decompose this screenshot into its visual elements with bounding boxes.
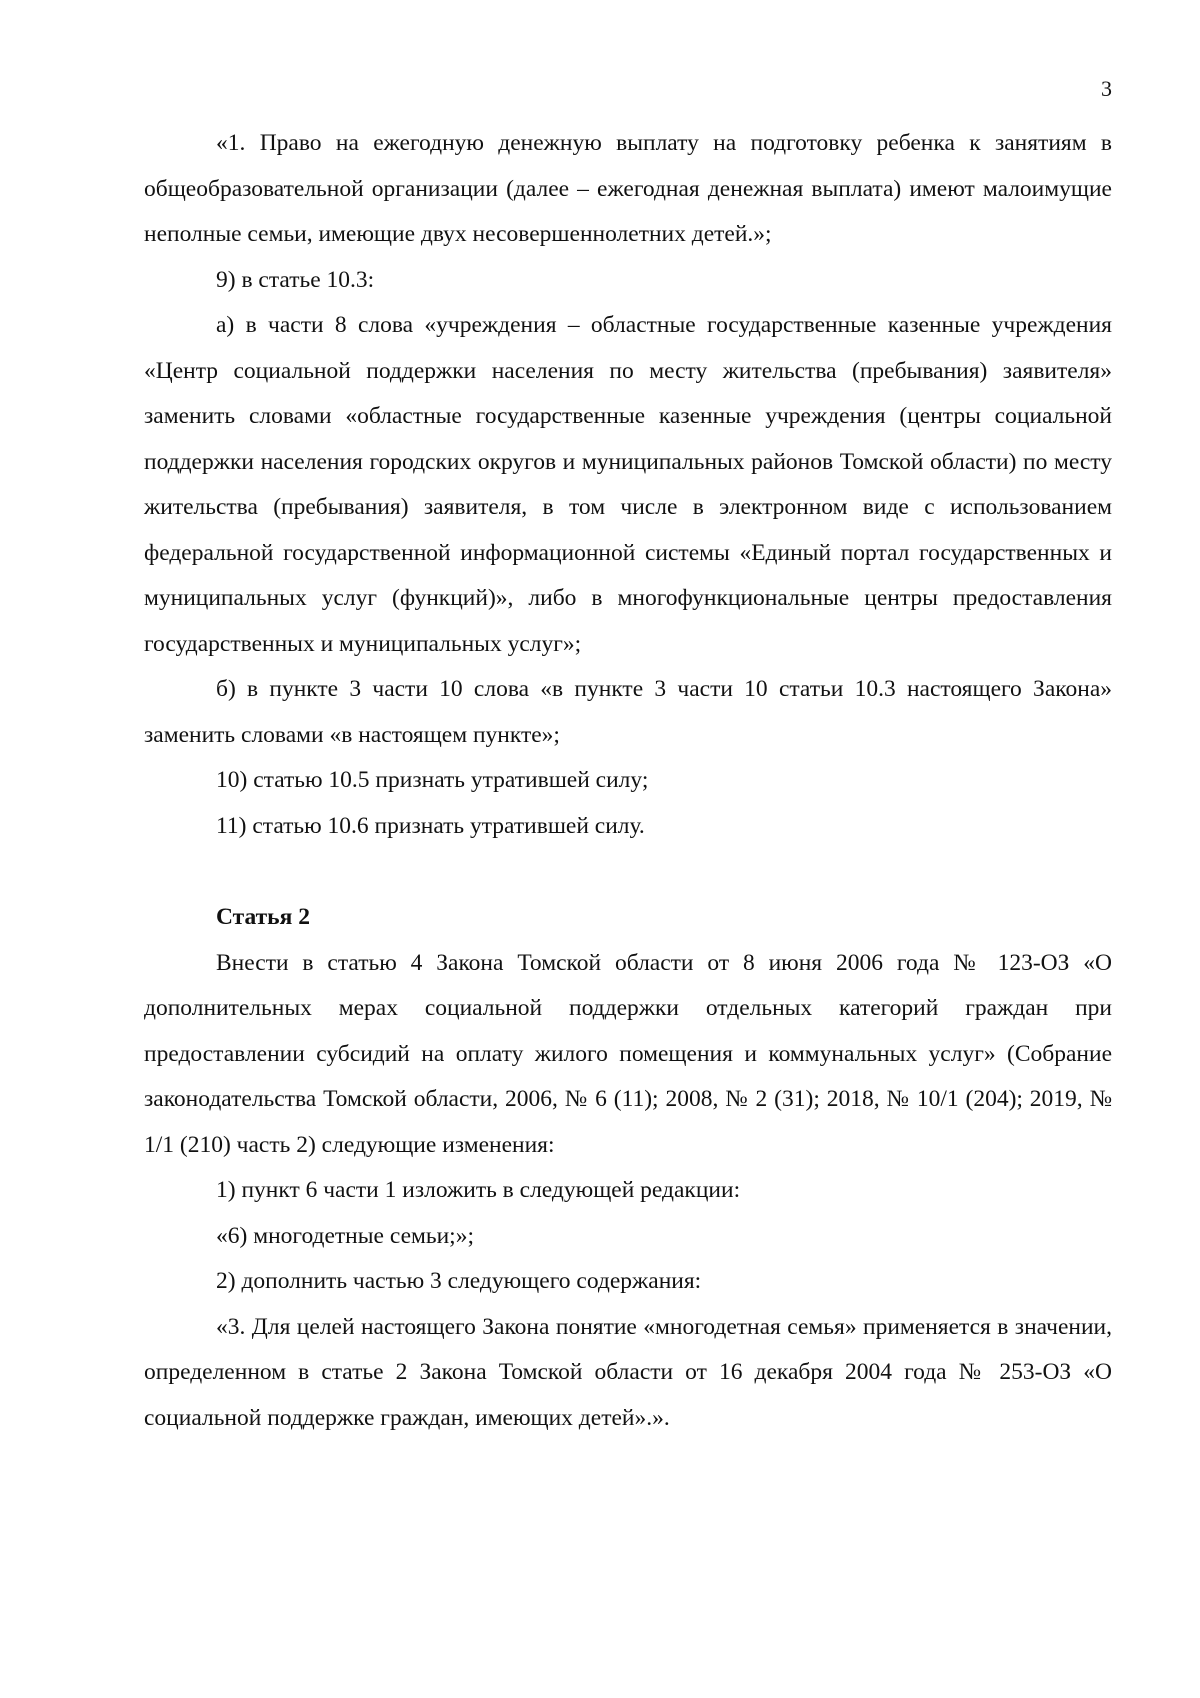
article-2-item-1: 1) пункт 6 части 1 изложить в следующей редакции: — [216, 1177, 741, 1203]
article-2-heading: Статья 2 — [216, 904, 310, 930]
article-2-item-2-text: «3. Для целей настоящего Закона понятие «многодетная семья» применяется в значении, определенном в статье 2 Закона Томской области от 16 декабря 2004 года № 253-ОЗ «О социальной поддержке граждан, имеющих детей».». — [144, 1313, 1112, 1431]
paragraph-item-9b: б) в пункте 3 части 10 слова «в пункте 3 части 10 статьи 10.3 настоящего Закона» заменить словами «в настоящем пункте»; — [144, 676, 1112, 748]
paragraph-item-10: 10) статью 10.5 признать утратившей силу; — [216, 767, 649, 793]
article-2-intro: Внести в статью 4 Закона Томской области от 8 июня 2006 года № 123-ОЗ «О дополнительных мерах социальной поддержки отдельных категорий граждан при предоставлении субсидий на оплату жилого помещения и коммунальных услуг» (Собрание законодательства Томской области, 2006, № 6 (11); 2008, № 2 (31); 2018, № 10/1 (204); 2019, № 1/1 (210) часть 2) следующие изменения: — [144, 949, 1112, 1158]
article-2-item-2: 2) дополнить частью 3 следующего содержания: — [216, 1268, 702, 1294]
paragraph-item-9a: а) в части 8 слова «учреждения – областные государственные казенные учреждения «Центр социальной поддержки населения по месту жительства (пребывания) заявителя» заменить словами «областные государственные казенные учреждения (центры социальной поддержки населения городских округов и муниципальных районов Томской области) по месту жительства (пребывания) заявителя, в том числе в электронном виде с использованием федеральной государственной информационной системы «Единый портал государственных и муниципальных услуг (функций)», либо в многофункциональные центры предоставления государственных и муниципальных услуг»; — [144, 312, 1112, 657]
document-body — [144, 121, 1112, 1441]
paragraph-annual-payment: «1. Право на ежегодную денежную выплату на подготовку ребенка к занятиям в общеобразовательной организации (далее – ежегодная денежная выплата) имеют малоимущие неполные семьи, имеющие двух несовершеннолетних детей.»; — [144, 130, 1112, 247]
article-2-item-1-text: «6) многодетные семьи;»; — [216, 1222, 474, 1249]
page-number: 3 — [1101, 76, 1112, 101]
paragraph-item-9: 9) в статье 10.3: — [216, 266, 375, 293]
paragraph-item-11: 11) статью 10.6 признать утратившей силу. — [216, 812, 645, 839]
